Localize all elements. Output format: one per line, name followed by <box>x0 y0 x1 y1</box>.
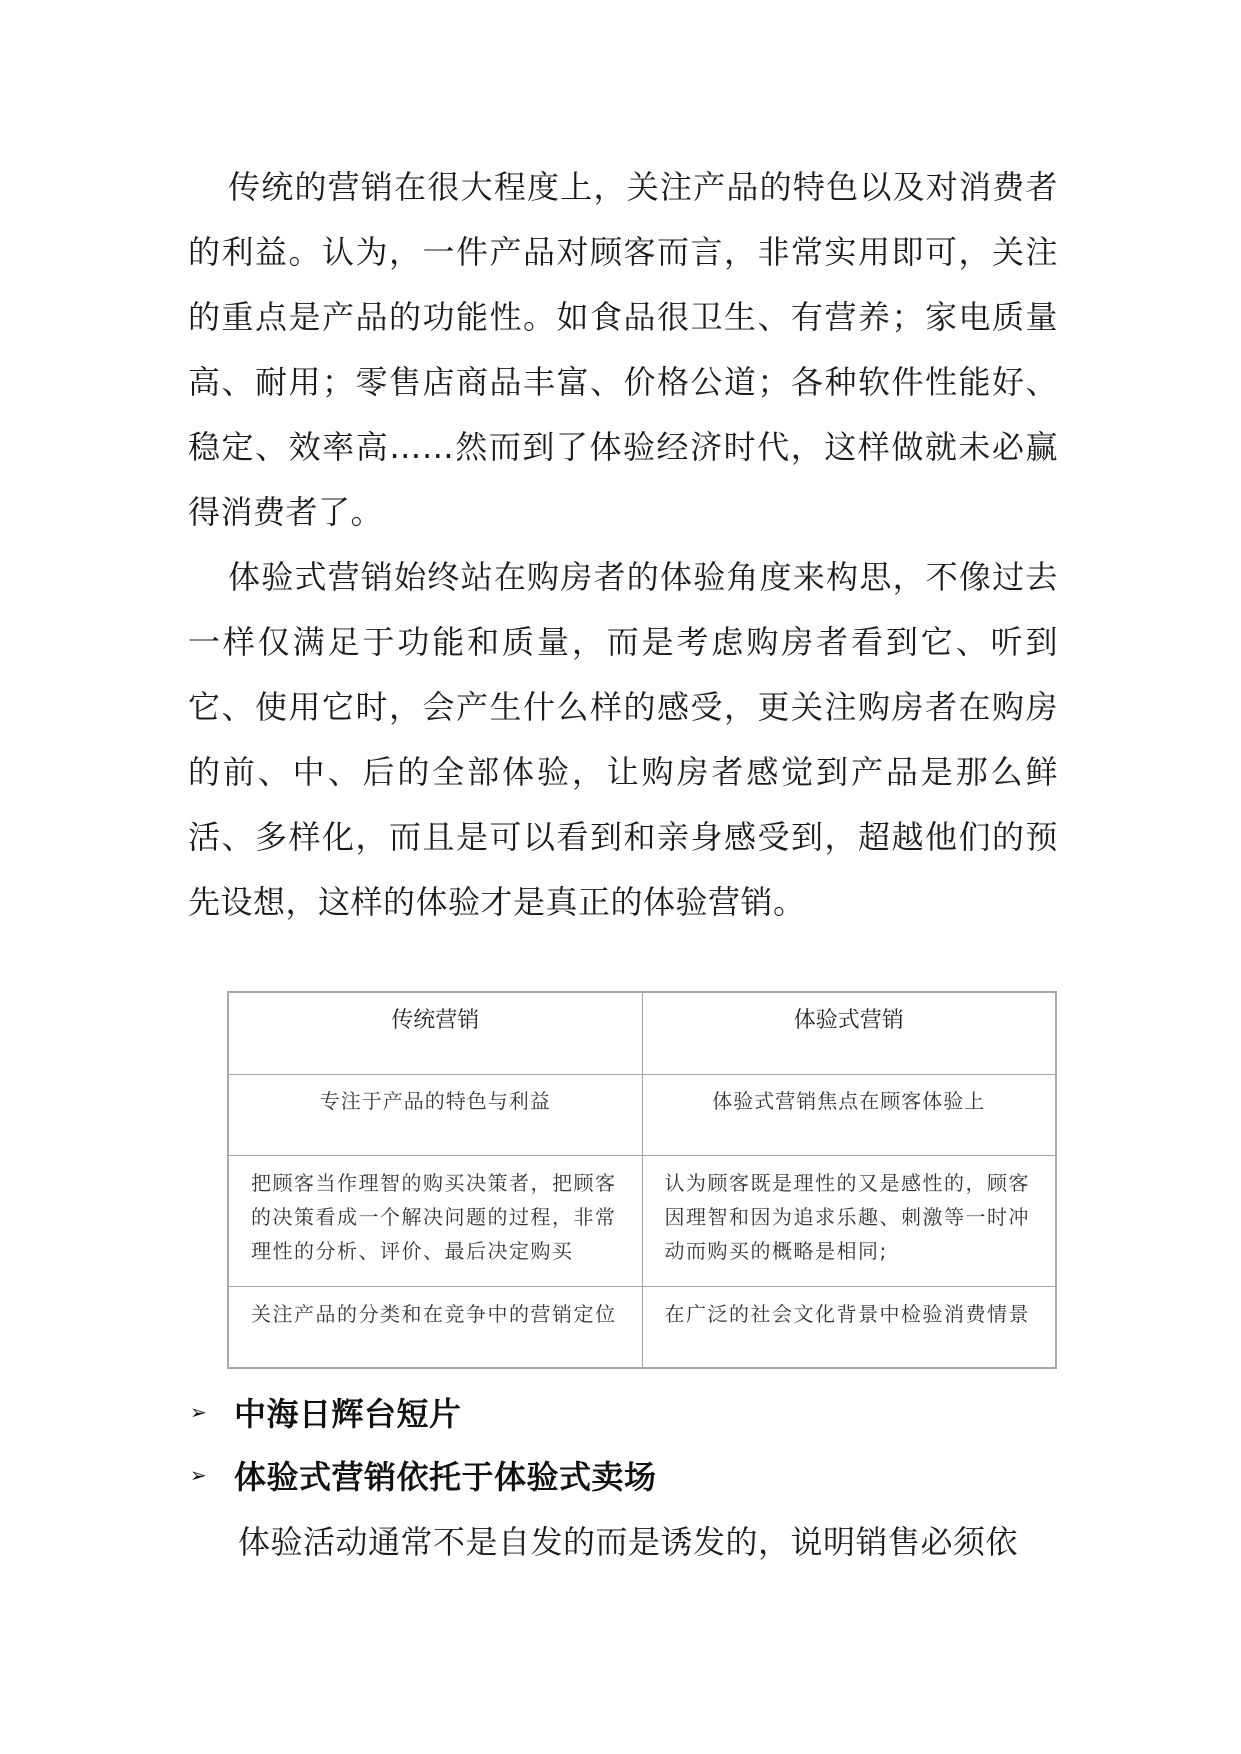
table-row <box>228 1155 1056 1286</box>
table-cell: 认为顾客既是理性的又是感性的，顾客因理智和因为追求乐趣、刺激等一时冲动而购买的概略是相同; <box>642 1155 1056 1286</box>
paragraph-traditional-marketing: 传统的营销在很大程度上，关注产品的特色以及对消费者的利益。认为，一件产品对顾客而言，非常实用即可，关注的重点是产品的功能性。如食品很卫生、有营养；家电质量高、耐用；零售店商品丰富、价格公道；各种软件性能好、稳定、效率高……然而到了体验经济时代，这样做就未必赢得消费者了。 <box>188 168 1058 531</box>
table-header-traditional: 传统营销 <box>228 992 642 1074</box>
table-cell: 关注产品的分类和在竞争中的营销定位 <box>228 1286 642 1368</box>
bullet-heading: 中海日辉台短片 <box>234 1395 462 1433</box>
table-row <box>228 1074 1056 1155</box>
paragraph-experiential-marketing: 体验式营销始终站在购房者的体验角度来构思，不像过去一样仅满足于功能和质量，而是考虑购房者看到它、听到它、使用它时，会产生什么样的感受，更关注购房者在购房的前、中、后的全部体验，让购房者感觉到产品是那么鲜活、多样化，而且是可以看到和亲身感受到，超越他们的预先设想，这样的体验才是真正的体验营销。 <box>188 558 1058 921</box>
bullet-heading: 体验式营销依托于体验式卖场 <box>234 1458 657 1496</box>
arrowhead-bullet-icon: ➢ <box>190 1400 207 1424</box>
bullet-item-short-film <box>190 1389 462 1435</box>
table-cell: 体验式营销焦点在顾客体验上 <box>642 1074 1056 1155</box>
bullet-item-experiential-store <box>190 1452 657 1498</box>
arrowhead-bullet-icon: ➢ <box>190 1463 207 1487</box>
table-cell: 把顾客当作理智的购买决策者，把顾客的决策看成一个解决问题的过程，非常理性的分析、评价、最后决定购买 <box>228 1155 642 1286</box>
paragraph-experience-activity: 体验活动通常不是自发的而是诱发的，说明销售必须依 <box>238 1523 1019 1561</box>
table-header-experiential: 体验式营销 <box>642 992 1056 1074</box>
table-cell: 在广泛的社会文化背景中检验消费情景 <box>642 1286 1056 1368</box>
table-row <box>228 1286 1056 1368</box>
comparison-table <box>227 991 1057 1369</box>
table-header-row <box>228 992 1056 1074</box>
table-cell: 专注于产品的特色与利益 <box>228 1074 642 1155</box>
